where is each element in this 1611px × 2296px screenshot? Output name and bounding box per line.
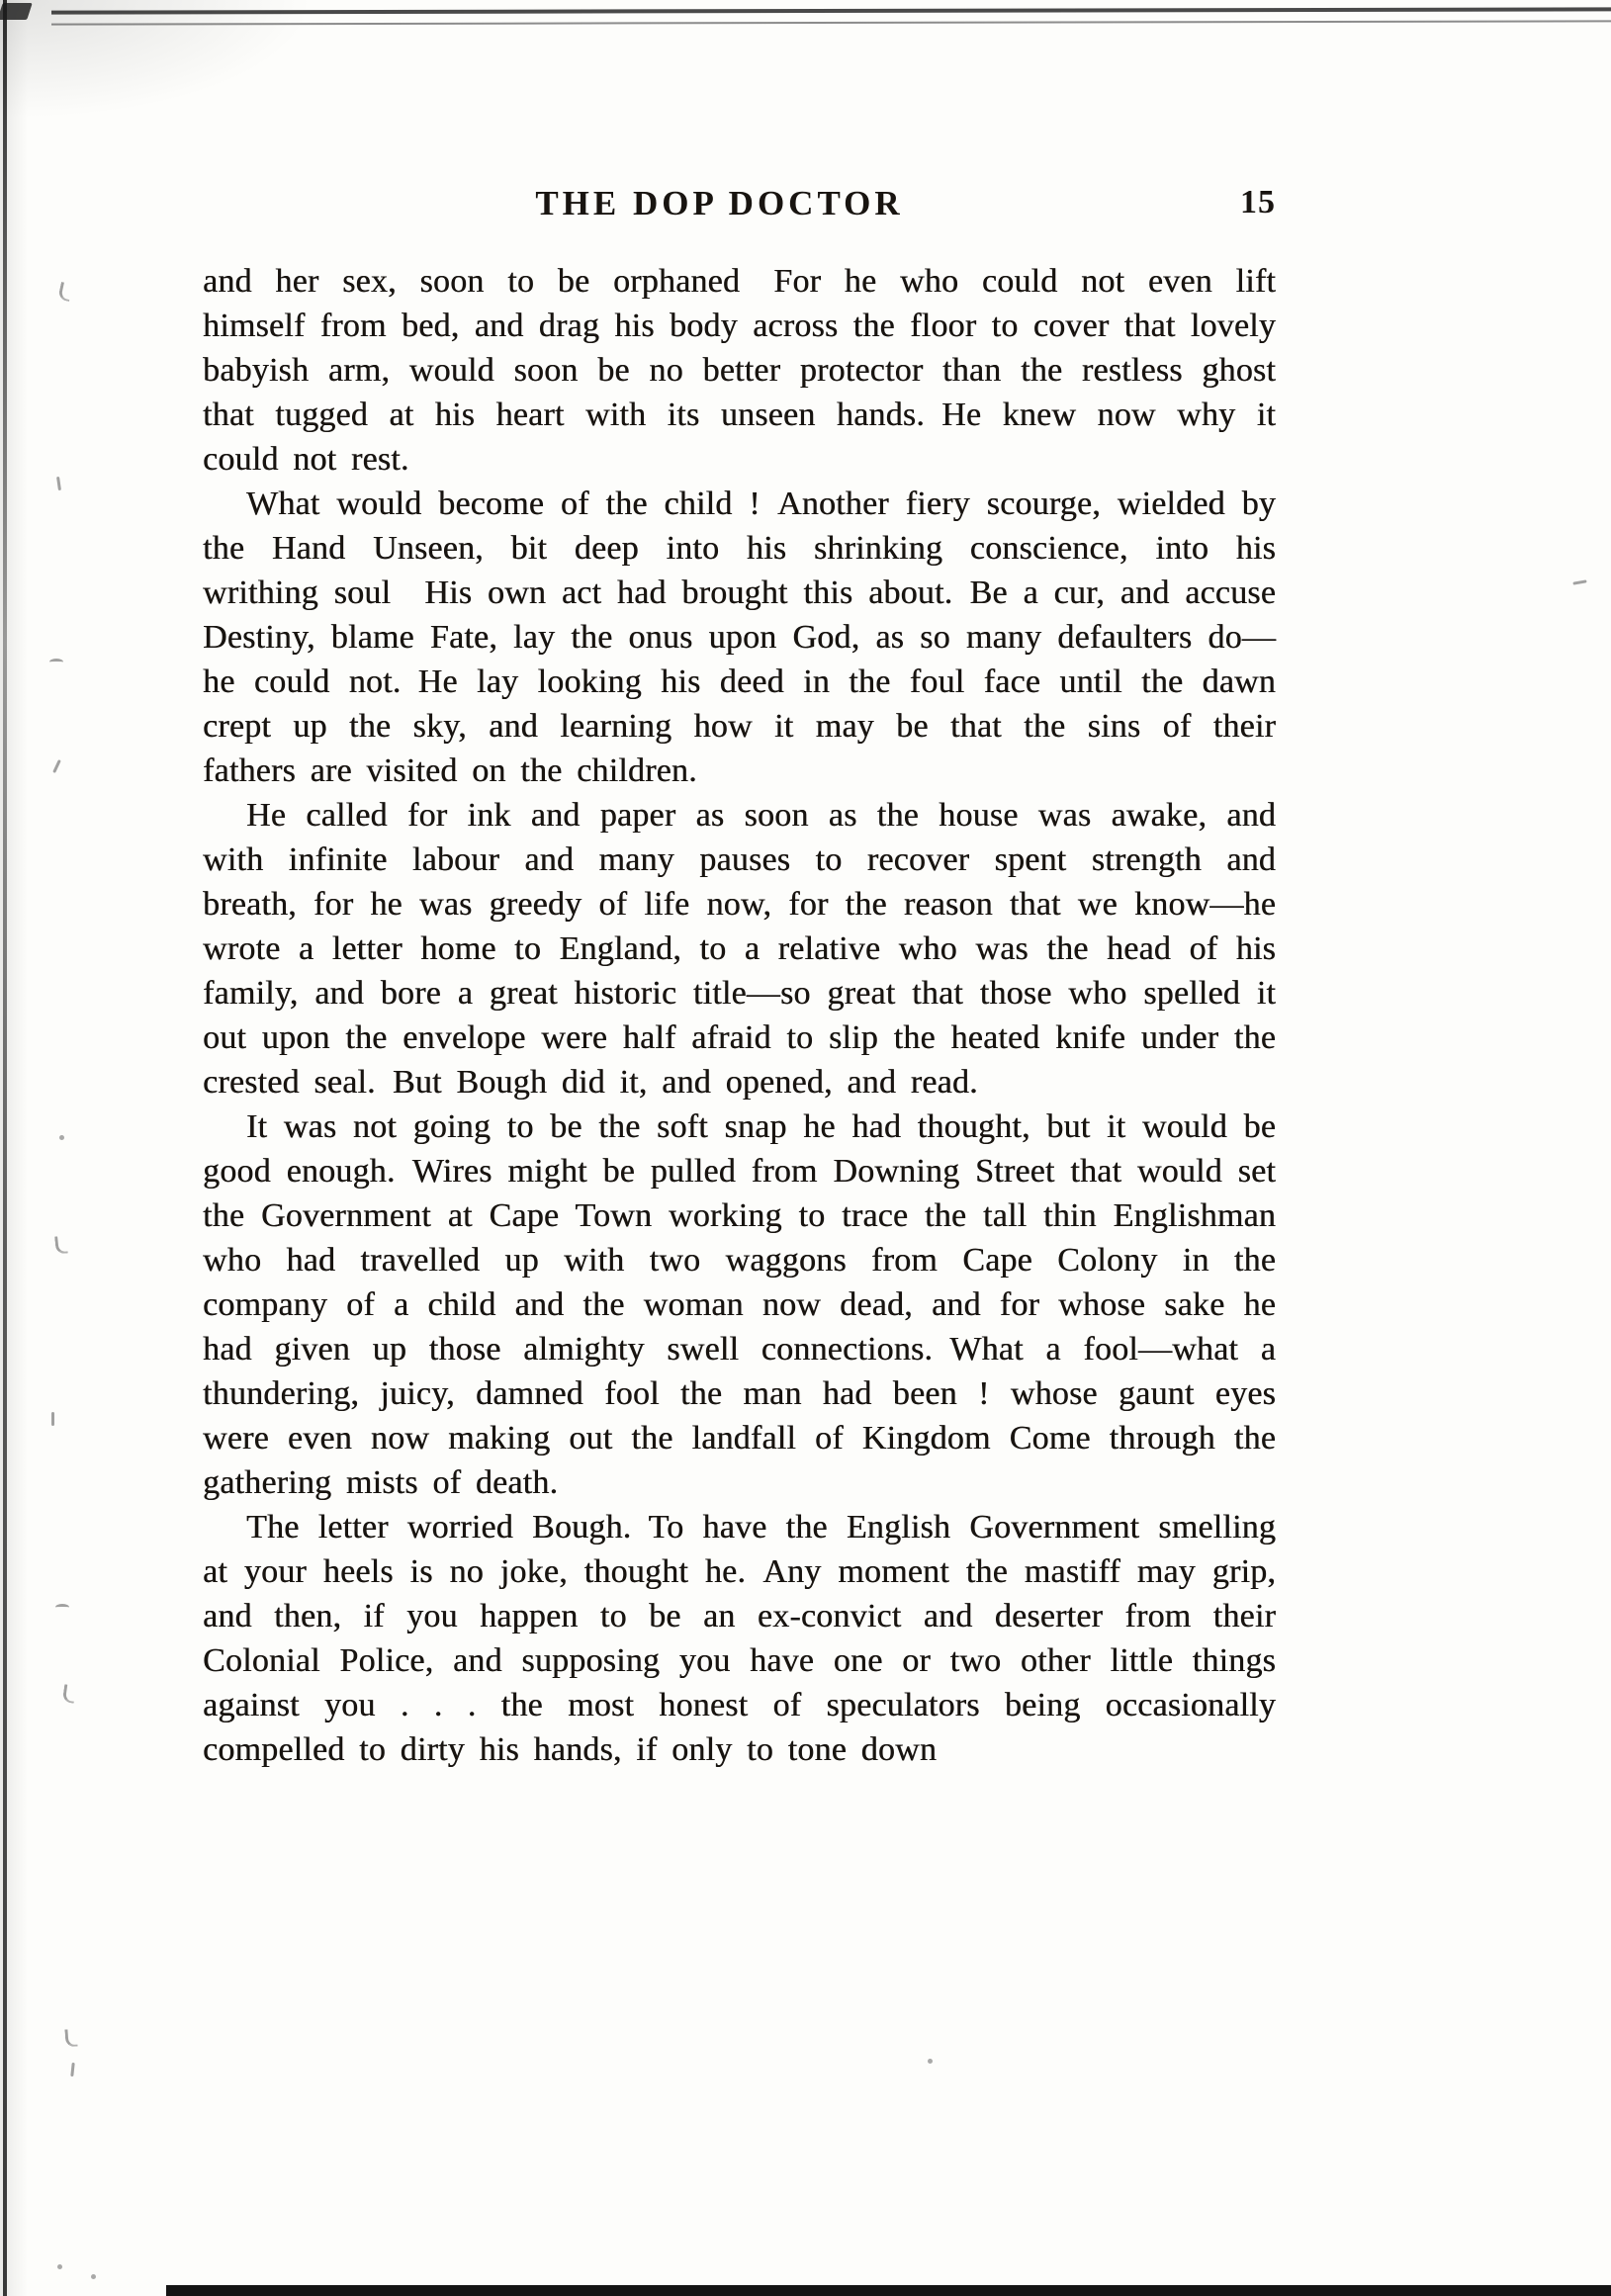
page-header [203, 184, 1276, 231]
margin-mark [64, 2029, 77, 2048]
margin-mark [59, 1135, 64, 1140]
paragraph: He called for ink and paper as soon as the house was awake, and with infinite labour and many pauses to recover spent strength and breath, for he was greedy of life now, for the reason that we know—he wrote a letter home to England, to a relative who was the head of his family, and bore a great historic title—so great that those who spelled it out upon the envelope were half afraid to slip the heated knife under the crested seal. But Bough did it, and opened, and read. [203, 797, 1276, 1101]
margin-mark [56, 477, 61, 490]
margin-mark [51, 1412, 54, 1426]
page-text-block [203, 259, 1276, 1772]
margin-mark [1572, 579, 1586, 584]
margin-mark [55, 1604, 69, 1611]
scan-artifact-left-edge [3, 0, 7, 2296]
paragraph: The letter worried Bough. To have the English Government smelling at your heels is no joke, thought he. Any moment the mastiff may grip, and then, if you happen to be an ex-convict and deserter from their Colonial Police, and supposing you have one or two other little things against you . . . the most honest of speculators being occasionally compelled to dirty his hands, if only to tone down [203, 1509, 1276, 1768]
margin-mark [91, 2274, 96, 2279]
margin-mark [70, 2063, 74, 2076]
page-number: 15 [1240, 184, 1276, 221]
margin-mark [62, 1684, 76, 1703]
margin-mark [57, 282, 72, 302]
scan-artifact-top-edge [51, 7, 1611, 25]
paragraph: What would become of the child ! Another fiery scourge, wielded by the Hand Unseen, bit deep into his shrinking conscience, into his writhing soul His own act had brought this about. Be a cur, and accuse Destiny, blame Fate, lay the onus upon God, as so many defaulters do—he could not. He lay looking his deed in the foul face until the dawn crept up the sky, and learning how it may be that the sins of their fathers are visited on the children. [203, 486, 1276, 789]
margin-mark [49, 659, 63, 665]
margin-mark [57, 2264, 62, 2269]
paragraph: and her sex, soon to be orphaned For he who could not even lift himself from bed, and drag his body across the floor to cover that lovely babyish arm, would soon be no better protector than the restless ghost that tugged at his heart with its unseen hands. He knew now why it could not rest. [203, 263, 1276, 478]
running-title: THE DOP DOCTOR [535, 184, 904, 222]
margin-mark [928, 2059, 933, 2064]
margin-mark [52, 759, 61, 773]
scan-artifact-bottom-edge [166, 2285, 1611, 2296]
margin-mark [54, 1235, 68, 1254]
paragraph: It was not going to be the soft snap he had thought, but it would be good enough. Wires might be pulled from Downing Street that would set the Government at Cape Town working to trace the tall thin Englishman who had travelled up with two waggons from Cape Colony in the company of a child and the woman now dead, and for whose sake he had given up those almighty swell connections. What a fool—what a thundering, juicy, damned fool the man had been ! whose gaunt eyes were even now making out the landfall of Kingdom Come through the gathering mists of death. [203, 1108, 1276, 1501]
